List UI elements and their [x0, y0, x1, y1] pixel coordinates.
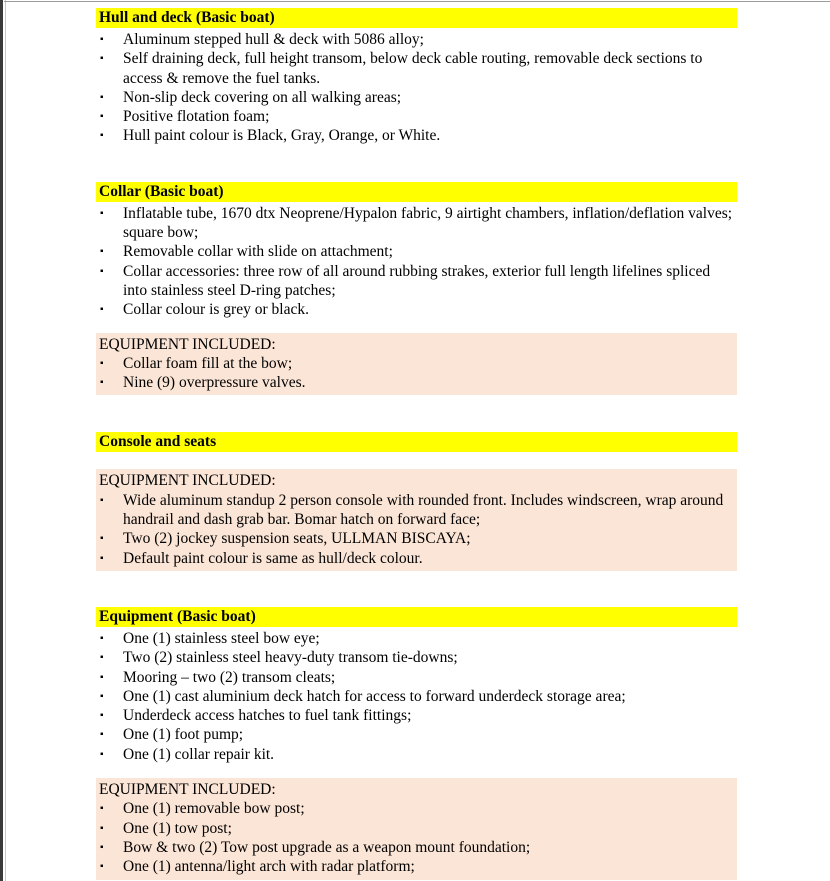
list-item-text: Removable collar with slide on attachment;: [123, 243, 393, 261]
bullet-icon: ▪: [100, 34, 104, 45]
list-item: [96, 629, 737, 648]
bullet-icon: ▪: [100, 377, 104, 389]
collar-equipment-list: [96, 354, 737, 393]
section-header-equipment-basic-boat: Equipment (Basic boat): [96, 607, 737, 627]
list-item: [96, 126, 737, 145]
page-edge-left: [0, 0, 3, 881]
page-edge-top: [4, 1, 830, 2]
list-item-text: Wide aluminum standup 2 person console with rounded front. Includes windscreen, wrap around handrail and dash grab bar. Bomar hatch on forward face;: [123, 491, 724, 529]
section-header-collar: Collar (Basic boat): [96, 182, 737, 202]
list-item: [96, 529, 737, 548]
list-item: [96, 819, 737, 838]
list-item-text: Aluminum stepped hull & deck with 5086 alloy;: [123, 31, 424, 48]
equipment-bullet-list: [96, 629, 737, 764]
bullet-icon: ▪: [100, 822, 104, 834]
bullet-icon: ▪: [100, 494, 104, 506]
bullet-icon: ▪: [100, 246, 104, 258]
bullet-icon: ▪: [100, 130, 104, 142]
bullet-icon: ▪: [100, 207, 104, 219]
equipment-included-title: EQUIPMENT INCLUDED:: [99, 472, 276, 490]
list-item: [96, 857, 737, 876]
bullet-icon: ▪: [100, 265, 104, 277]
list-item: [96, 107, 737, 126]
list-item: [96, 838, 737, 857]
list-item: [96, 799, 737, 818]
section-header-hull-and-deck: Hull and deck (Basic boat): [96, 8, 737, 28]
bullet-icon: ▪: [100, 652, 104, 664]
list-item-text: One (1) removable bow post;: [123, 800, 305, 818]
bullet-icon: ▪: [100, 690, 104, 702]
equipment-included-box-equipment: [96, 778, 737, 879]
list-item-text: Non-slip deck covering on all walking areas;: [123, 88, 402, 106]
list-item: [96, 30, 737, 49]
list-item: [96, 687, 737, 706]
list-item-text: Collar colour is grey or black.: [123, 301, 309, 319]
bullet-icon: ▪: [100, 729, 104, 741]
bullet-icon: ▪: [100, 710, 104, 722]
list-item-text: Underdeck access hatches to fuel tank fittings;: [123, 707, 412, 725]
list-item-text: Self draining deck, full height transom, below deck cable routing, removable deck sections to access & remove the fuel tanks.: [123, 50, 703, 87]
bullet-icon: ▪: [100, 111, 104, 123]
bullet-icon: ▪: [100, 671, 104, 683]
list-item-text: Collar foam fill at the bow;: [123, 354, 293, 372]
bullet-icon: ▪: [100, 632, 104, 644]
bullet-icon: ▪: [100, 53, 104, 65]
equipment-included-box-console: [96, 469, 737, 570]
list-item-text: One (1) cast aluminium deck hatch for access to forward underdeck storage area;: [123, 687, 626, 705]
bullet-icon: ▪: [100, 861, 104, 873]
list-item: [96, 706, 737, 725]
list-item-text: Nine (9) overpressure valves.: [123, 374, 306, 392]
equipment-included-list: [96, 799, 737, 876]
hull-bullet-list: [96, 30, 737, 146]
section-header-console-and-seats: Console and seats: [96, 432, 737, 452]
list-item-text: Two (2) stainless steel heavy-duty transom tie-downs;: [123, 649, 458, 667]
list-item: [96, 300, 737, 319]
equipment-included-box-collar: [96, 333, 737, 396]
list-item: [96, 242, 737, 261]
collar-bullet-list: [96, 204, 737, 320]
list-item: [96, 725, 737, 744]
list-item-text: Default paint colour is same as hull/deck colour.: [123, 549, 423, 567]
document-content: [96, 8, 737, 880]
list-item: [96, 745, 737, 764]
list-item: [96, 262, 737, 301]
list-item-text: Collar accessories: three row of all around rubbing strakes, exterior full length lifelines spliced into stainless steel D-ring patches;: [123, 262, 711, 299]
list-item: [96, 204, 737, 243]
page-edge-line: [5, 0, 6, 881]
list-item-text: One (1) antenna/light arch with radar platform;: [123, 858, 415, 876]
list-item-text: Positive flotation foam;: [123, 108, 270, 126]
bullet-icon: ▪: [100, 841, 104, 853]
list-item-text: Inflatable tube, 1670 dtx Neoprene/Hypalon fabric, 9 airtight chambers, inflation/deflation valves; square bow;: [123, 204, 733, 242]
bullet-icon: ▪: [100, 357, 104, 369]
list-item: [96, 668, 737, 687]
bullet-icon: ▪: [100, 552, 104, 564]
console-equipment-list: [96, 491, 737, 568]
list-item-text: Mooring – two (2) transom cleats;: [123, 668, 336, 686]
bullet-icon: ▪: [100, 91, 104, 103]
list-item-text: Hull paint colour is Black, Gray, Orange, or White.: [123, 127, 441, 145]
list-item-text: One (1) foot pump;: [123, 726, 244, 744]
bullet-icon: ▪: [100, 803, 104, 815]
list-item: [96, 88, 737, 107]
list-item: [96, 354, 737, 373]
list-item: [96, 491, 737, 530]
bullet-icon: ▪: [100, 533, 104, 545]
list-item: [96, 648, 737, 667]
list-item-text: One (1) collar repair kit.: [123, 745, 275, 763]
equipment-included-title: EQUIPMENT INCLUDED:: [99, 781, 276, 799]
bullet-icon: ▪: [100, 304, 104, 316]
list-item-text: Two (2) jockey suspension seats, ULLMAN BISCAYA;: [123, 530, 471, 548]
list-item: [96, 49, 737, 88]
list-item: [96, 373, 737, 392]
bullet-icon: ▪: [100, 748, 104, 760]
list-item-text: One (1) stainless steel bow eye;: [123, 629, 320, 647]
list-item-text: One (1) tow post;: [123, 819, 232, 837]
equipment-included-title: EQUIPMENT INCLUDED:: [99, 335, 276, 353]
list-item: [96, 549, 737, 568]
list-item-text: Bow & two (2) Tow post upgrade as a weapon mount foundation;: [123, 838, 531, 856]
